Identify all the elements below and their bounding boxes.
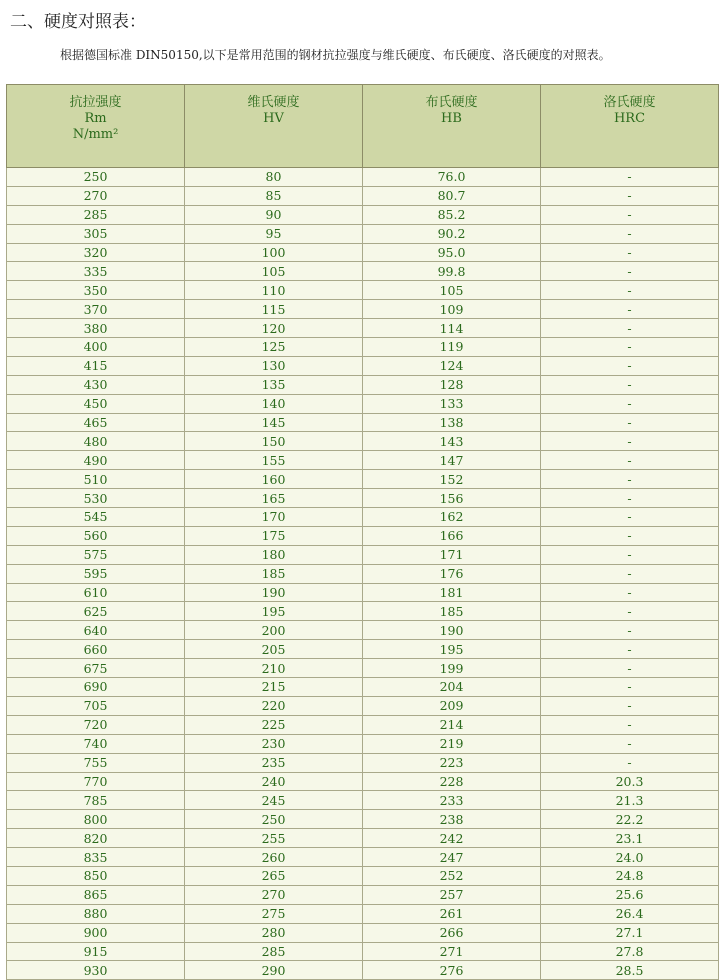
- table-row: [7, 659, 719, 678]
- cell-tensile-strength: 560: [7, 526, 185, 545]
- cell-brinell: 261: [363, 904, 541, 923]
- cell-rockwell: 28.5: [541, 961, 719, 980]
- cell-rockwell: -: [541, 319, 719, 338]
- cell-vickers: 220: [185, 696, 363, 715]
- cell-rockwell: -: [541, 281, 719, 300]
- cell-tensile-strength: 510: [7, 470, 185, 489]
- cell-vickers: 110: [185, 281, 363, 300]
- cell-brinell: 209: [363, 696, 541, 715]
- cell-vickers: 285: [185, 942, 363, 961]
- cell-brinell: 219: [363, 734, 541, 753]
- table-row: [7, 904, 719, 923]
- table-row: [7, 602, 719, 621]
- header-unit: N/mm²: [72, 127, 119, 142]
- table-row: [7, 526, 719, 545]
- table-row: [7, 243, 719, 262]
- cell-brinell: 143: [363, 432, 541, 451]
- header-name: 洛氏硬度: [603, 95, 656, 110]
- cell-brinell: 228: [363, 772, 541, 791]
- cell-rockwell: 22.2: [541, 810, 719, 829]
- table-row: [7, 829, 719, 848]
- header-brinell-hardness: [363, 85, 541, 168]
- cell-tensile-strength: 625: [7, 602, 185, 621]
- cell-tensile-strength: 545: [7, 508, 185, 527]
- cell-tensile-strength: 270: [7, 186, 185, 205]
- cell-rockwell: -: [541, 451, 719, 470]
- cell-rockwell: -: [541, 470, 719, 489]
- cell-rockwell: -: [541, 413, 719, 432]
- cell-rockwell: 27.8: [541, 942, 719, 961]
- cell-rockwell: -: [541, 432, 719, 451]
- cell-tensile-strength: 490: [7, 451, 185, 470]
- cell-brinell: 271: [363, 942, 541, 961]
- cell-tensile-strength: 835: [7, 848, 185, 867]
- header-symbol: HRC: [613, 111, 646, 126]
- cell-tensile-strength: 400: [7, 338, 185, 357]
- cell-brinell: 214: [363, 715, 541, 734]
- cell-vickers: 275: [185, 904, 363, 923]
- cell-rockwell: -: [541, 186, 719, 205]
- header-name: 布氏硬度: [425, 95, 478, 110]
- table-row: [7, 942, 719, 961]
- hardness-conversion-table: [6, 84, 719, 980]
- cell-rockwell: -: [541, 224, 719, 243]
- cell-vickers: 165: [185, 489, 363, 508]
- table-row: [7, 262, 719, 281]
- table-row: [7, 678, 719, 697]
- cell-tensile-strength: 575: [7, 545, 185, 564]
- cell-rockwell: -: [541, 659, 719, 678]
- cell-vickers: 250: [185, 810, 363, 829]
- cell-rockwell: 21.3: [541, 791, 719, 810]
- cell-vickers: 225: [185, 715, 363, 734]
- cell-rockwell: -: [541, 338, 719, 357]
- header-tensile-strength: [7, 85, 185, 168]
- cell-vickers: 240: [185, 772, 363, 791]
- cell-brinell: 152: [363, 470, 541, 489]
- cell-brinell: 99.8: [363, 262, 541, 281]
- cell-tensile-strength: 785: [7, 791, 185, 810]
- intro-paragraph: 根据德国标准 DIN50150,以下是常用范围的钢材抗拉强度与维氏硬度、布氏硬度、洛氏硬度的对照表。: [60, 48, 611, 62]
- cell-brinell: 276: [363, 961, 541, 980]
- cell-rockwell: 24.8: [541, 866, 719, 885]
- cell-brinell: 238: [363, 810, 541, 829]
- cell-tensile-strength: 915: [7, 942, 185, 961]
- cell-tensile-strength: 660: [7, 640, 185, 659]
- cell-brinell: 128: [363, 375, 541, 394]
- cell-vickers: 135: [185, 375, 363, 394]
- header-rockwell-hardness: [541, 85, 719, 168]
- cell-tensile-strength: 755: [7, 753, 185, 772]
- header-vickers-hardness: [185, 85, 363, 168]
- cell-rockwell: -: [541, 621, 719, 640]
- cell-rockwell: -: [541, 734, 719, 753]
- cell-brinell: 195: [363, 640, 541, 659]
- cell-rockwell: -: [541, 526, 719, 545]
- cell-brinell: 242: [363, 829, 541, 848]
- table-row: [7, 885, 719, 904]
- cell-vickers: 150: [185, 432, 363, 451]
- cell-tensile-strength: 930: [7, 961, 185, 980]
- cell-rockwell: 26.4: [541, 904, 719, 923]
- cell-vickers: 185: [185, 564, 363, 583]
- cell-vickers: 205: [185, 640, 363, 659]
- cell-rockwell: -: [541, 394, 719, 413]
- section-heading: 二、硬度对照表：: [10, 12, 146, 32]
- header-symbol: HB: [441, 111, 462, 126]
- header-symbol: Rm: [84, 111, 107, 126]
- cell-tensile-strength: 705: [7, 696, 185, 715]
- cell-brinell: 147: [363, 451, 541, 470]
- cell-rockwell: -: [541, 205, 719, 224]
- cell-tensile-strength: 675: [7, 659, 185, 678]
- cell-tensile-strength: 320: [7, 243, 185, 262]
- cell-vickers: 290: [185, 961, 363, 980]
- cell-vickers: 280: [185, 923, 363, 942]
- cell-vickers: 210: [185, 659, 363, 678]
- cell-tensile-strength: 305: [7, 224, 185, 243]
- cell-rockwell: -: [541, 489, 719, 508]
- table-row: [7, 470, 719, 489]
- cell-vickers: 265: [185, 866, 363, 885]
- cell-brinell: 252: [363, 866, 541, 885]
- cell-tensile-strength: 465: [7, 413, 185, 432]
- cell-vickers: 245: [185, 791, 363, 810]
- table-row: [7, 640, 719, 659]
- cell-rockwell: -: [541, 602, 719, 621]
- table-body: [7, 168, 719, 980]
- cell-vickers: 195: [185, 602, 363, 621]
- cell-brinell: 166: [363, 526, 541, 545]
- cell-brinell: 138: [363, 413, 541, 432]
- cell-brinell: 114: [363, 319, 541, 338]
- table-row: [7, 923, 719, 942]
- cell-brinell: 76.0: [363, 168, 541, 187]
- cell-vickers: 140: [185, 394, 363, 413]
- cell-tensile-strength: 880: [7, 904, 185, 923]
- cell-tensile-strength: 690: [7, 678, 185, 697]
- cell-brinell: 95.0: [363, 243, 541, 262]
- cell-brinell: 247: [363, 848, 541, 867]
- table-row: [7, 772, 719, 791]
- cell-rockwell: -: [541, 545, 719, 564]
- cell-rockwell: -: [541, 243, 719, 262]
- table-row: [7, 753, 719, 772]
- cell-vickers: 80: [185, 168, 363, 187]
- cell-tensile-strength: 450: [7, 394, 185, 413]
- cell-tensile-strength: 865: [7, 885, 185, 904]
- table-row: [7, 696, 719, 715]
- table-row: [7, 451, 719, 470]
- cell-tensile-strength: 740: [7, 734, 185, 753]
- table-row: [7, 866, 719, 885]
- cell-rockwell: -: [541, 375, 719, 394]
- table-row: [7, 319, 719, 338]
- cell-tensile-strength: 335: [7, 262, 185, 281]
- cell-tensile-strength: 800: [7, 810, 185, 829]
- cell-rockwell: 23.1: [541, 829, 719, 848]
- cell-brinell: 124: [363, 356, 541, 375]
- cell-brinell: 266: [363, 923, 541, 942]
- cell-brinell: 223: [363, 753, 541, 772]
- cell-vickers: 260: [185, 848, 363, 867]
- table-row: [7, 205, 719, 224]
- cell-tensile-strength: 415: [7, 356, 185, 375]
- cell-vickers: 145: [185, 413, 363, 432]
- cell-rockwell: -: [541, 564, 719, 583]
- header-symbol: HV: [263, 111, 284, 126]
- table-row: [7, 356, 719, 375]
- cell-rockwell: 24.0: [541, 848, 719, 867]
- table-row: [7, 583, 719, 602]
- cell-tensile-strength: 370: [7, 300, 185, 319]
- cell-brinell: 105: [363, 281, 541, 300]
- cell-brinell: 257: [363, 885, 541, 904]
- table-row: [7, 715, 719, 734]
- cell-vickers: 160: [185, 470, 363, 489]
- table-row: [7, 168, 719, 187]
- cell-vickers: 180: [185, 545, 363, 564]
- cell-vickers: 190: [185, 583, 363, 602]
- cell-brinell: 133: [363, 394, 541, 413]
- cell-vickers: 255: [185, 829, 363, 848]
- cell-brinell: 162: [363, 508, 541, 527]
- cell-brinell: 176: [363, 564, 541, 583]
- cell-vickers: 235: [185, 753, 363, 772]
- table-row: [7, 621, 719, 640]
- cell-vickers: 270: [185, 885, 363, 904]
- cell-vickers: 120: [185, 319, 363, 338]
- table-row: [7, 848, 719, 867]
- table-row: [7, 224, 719, 243]
- cell-rockwell: 20.3: [541, 772, 719, 791]
- cell-rockwell: -: [541, 715, 719, 734]
- table-row: [7, 489, 719, 508]
- cell-brinell: 204: [363, 678, 541, 697]
- cell-tensile-strength: 530: [7, 489, 185, 508]
- table-header-row: [7, 85, 719, 168]
- cell-brinell: 156: [363, 489, 541, 508]
- cell-rockwell: -: [541, 262, 719, 281]
- cell-vickers: 125: [185, 338, 363, 357]
- cell-rockwell: -: [541, 696, 719, 715]
- cell-brinell: 185: [363, 602, 541, 621]
- table-row: [7, 545, 719, 564]
- table-row: [7, 734, 719, 753]
- cell-vickers: 100: [185, 243, 363, 262]
- cell-rockwell: -: [541, 583, 719, 602]
- cell-tensile-strength: 820: [7, 829, 185, 848]
- header-name: 抗拉强度: [69, 95, 122, 110]
- cell-rockwell: 25.6: [541, 885, 719, 904]
- cell-tensile-strength: 610: [7, 583, 185, 602]
- cell-vickers: 215: [185, 678, 363, 697]
- table-row: [7, 413, 719, 432]
- cell-brinell: 85.2: [363, 205, 541, 224]
- cell-tensile-strength: 430: [7, 375, 185, 394]
- cell-brinell: 90.2: [363, 224, 541, 243]
- cell-brinell: 80.7: [363, 186, 541, 205]
- cell-vickers: 200: [185, 621, 363, 640]
- table-row: [7, 432, 719, 451]
- cell-vickers: 105: [185, 262, 363, 281]
- cell-vickers: 170: [185, 508, 363, 527]
- cell-tensile-strength: 720: [7, 715, 185, 734]
- cell-vickers: 130: [185, 356, 363, 375]
- cell-rockwell: 27.1: [541, 923, 719, 942]
- cell-rockwell: -: [541, 678, 719, 697]
- cell-vickers: 155: [185, 451, 363, 470]
- cell-brinell: 199: [363, 659, 541, 678]
- cell-vickers: 95: [185, 224, 363, 243]
- table-row: [7, 281, 719, 300]
- cell-vickers: 230: [185, 734, 363, 753]
- cell-tensile-strength: 640: [7, 621, 185, 640]
- table-row: [7, 394, 719, 413]
- cell-rockwell: -: [541, 356, 719, 375]
- cell-brinell: 109: [363, 300, 541, 319]
- table-row: [7, 300, 719, 319]
- cell-rockwell: -: [541, 640, 719, 659]
- cell-vickers: 90: [185, 205, 363, 224]
- cell-brinell: 181: [363, 583, 541, 602]
- cell-brinell: 171: [363, 545, 541, 564]
- cell-tensile-strength: 900: [7, 923, 185, 942]
- cell-vickers: 175: [185, 526, 363, 545]
- cell-rockwell: -: [541, 508, 719, 527]
- cell-tensile-strength: 380: [7, 319, 185, 338]
- table-row: [7, 564, 719, 583]
- cell-tensile-strength: 850: [7, 866, 185, 885]
- table-row: [7, 810, 719, 829]
- cell-rockwell: -: [541, 300, 719, 319]
- cell-tensile-strength: 350: [7, 281, 185, 300]
- cell-vickers: 115: [185, 300, 363, 319]
- cell-vickers: 85: [185, 186, 363, 205]
- table-row: [7, 791, 719, 810]
- cell-tensile-strength: 285: [7, 205, 185, 224]
- table-row: [7, 186, 719, 205]
- cell-brinell: 119: [363, 338, 541, 357]
- table-row: [7, 961, 719, 980]
- cell-rockwell: -: [541, 753, 719, 772]
- cell-brinell: 233: [363, 791, 541, 810]
- header-name: 维氏硬度: [247, 95, 300, 110]
- cell-tensile-strength: 480: [7, 432, 185, 451]
- table-row: [7, 338, 719, 357]
- cell-tensile-strength: 770: [7, 772, 185, 791]
- table-row: [7, 508, 719, 527]
- table-row: [7, 375, 719, 394]
- cell-tensile-strength: 595: [7, 564, 185, 583]
- cell-tensile-strength: 250: [7, 168, 185, 187]
- cell-brinell: 190: [363, 621, 541, 640]
- cell-rockwell: -: [541, 168, 719, 187]
